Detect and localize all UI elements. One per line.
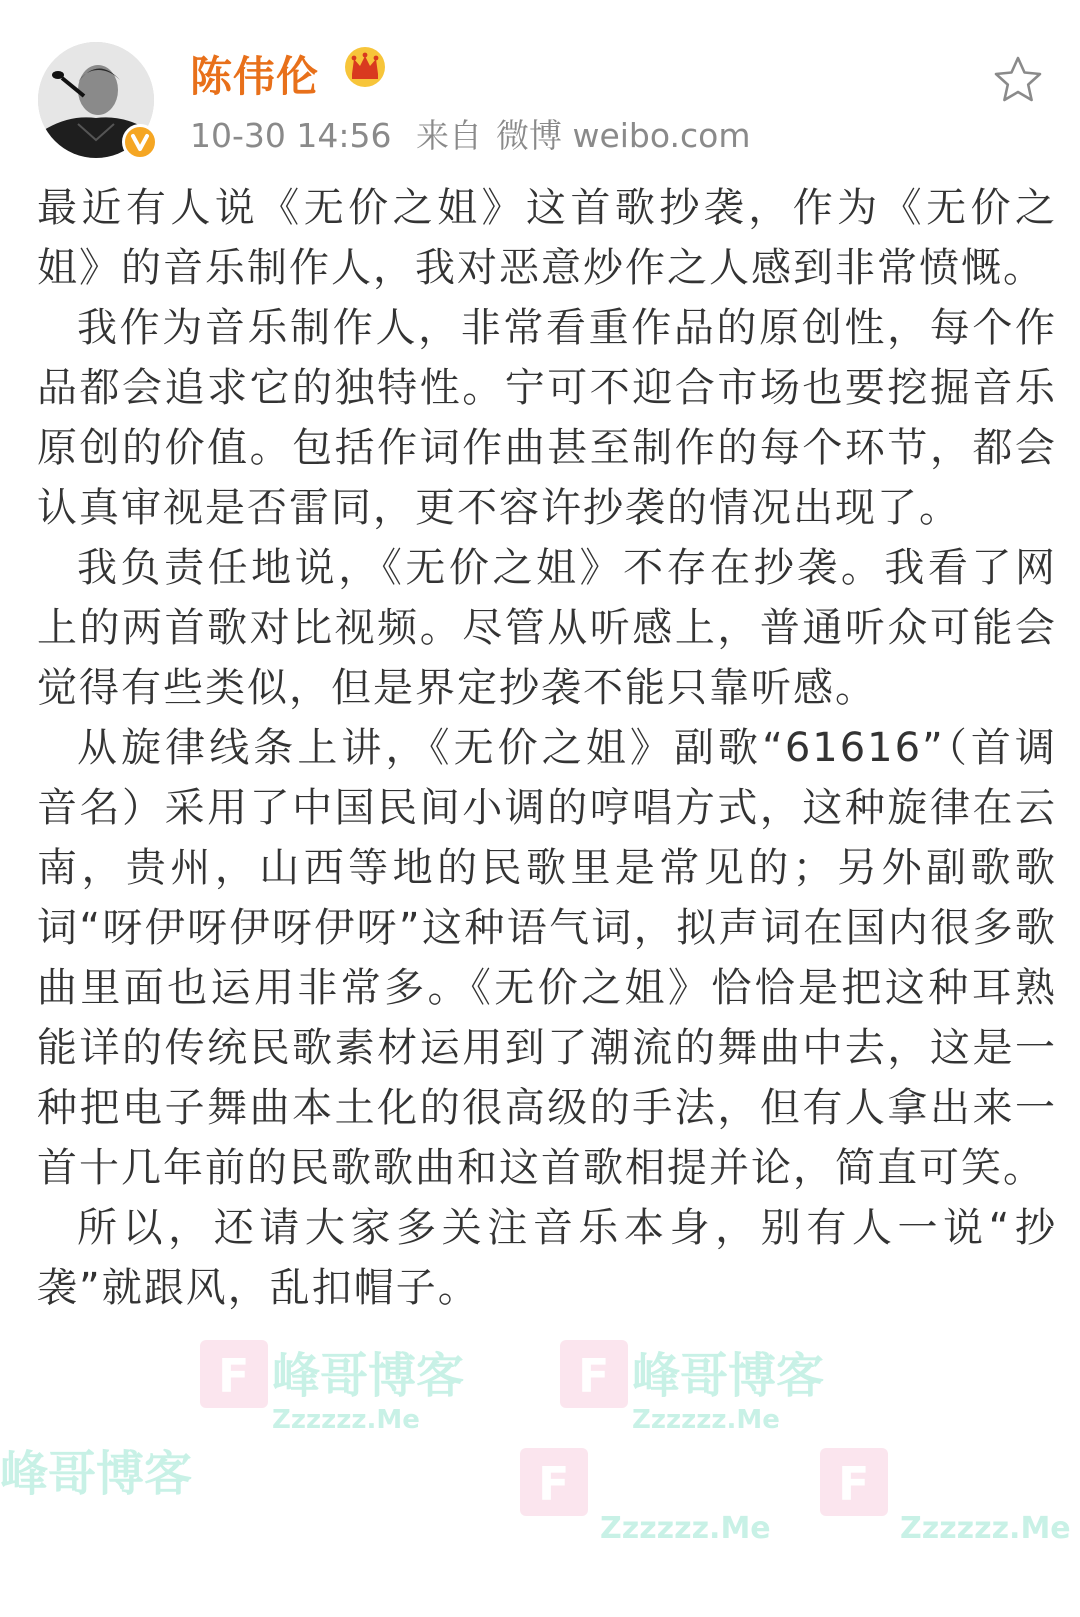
watermark-text: 峰哥博客 bbox=[0, 1446, 193, 1502]
source-prefix: 来自 bbox=[415, 116, 482, 155]
post-meta bbox=[190, 110, 764, 157]
post-timestamp: 10-30 14:56 bbox=[190, 116, 392, 155]
post-body bbox=[37, 178, 1057, 1318]
watermark-letter: F bbox=[838, 1457, 870, 1511]
post-paragraph: 我负责任地说，《无价之姐》不存在抄袭。我看了网上的两首歌对比视频。尽管从听感上，普通听众可能会觉得有些类似，但是界定抄袭不能只靠听感。 bbox=[37, 545, 1057, 711]
watermark-url: Zzzzzz.Me bbox=[600, 1511, 771, 1546]
post-paragraph: 我作为音乐制作人，非常看重作品的原创性，每个作品都会追求它的独特性。宁可不迎合市场也要挖掘音乐原创的价值。包括作词作曲甚至制作的每个环节，都会认真审视是否雷同，更不容许抄袭的情况出现了。 bbox=[37, 305, 1057, 531]
favorite-button[interactable] bbox=[992, 54, 1044, 106]
author-name[interactable]: 陈伟伦 bbox=[190, 52, 320, 101]
post-paragraph: 从旋律线条上讲，《无价之姐》副歌“61616”（首调音名）采用了中国民间小调的哼唱方式，这种旋律在云南，贵州，山西等地的民歌里是常见的；另外副歌歌词“呀伊呀伊呀伊呀”这种语气词，拟声词在国内很多歌曲里面也运用非常多。《无价之姐》恰恰是把这种耳熟能详的传统民歌素材运用到了潮流的舞曲中去，这是一种把电子舞曲本土化的很高级的手法，但有人拿出来一首十几年前的民歌歌曲和这首歌相提并论，简直可笑。 bbox=[37, 725, 1057, 1191]
watermark-url: Zzzzzz.Me bbox=[632, 1405, 780, 1435]
crown-icon[interactable] bbox=[342, 44, 388, 90]
watermark-text: 峰哥博客 bbox=[272, 1348, 465, 1404]
watermark bbox=[0, 1330, 1080, 1560]
post-source[interactable]: 微博 weibo.com bbox=[495, 116, 751, 155]
post-paragraph: 所以，还请大家多关注音乐本身，别有人一说“抄袭”就跟风，乱扣帽子。 bbox=[37, 1205, 1057, 1311]
watermark-url: Zzzzzz.Me bbox=[900, 1511, 1071, 1546]
verified-v-icon bbox=[122, 124, 158, 160]
watermark-letter: F bbox=[578, 1349, 610, 1403]
avatar[interactable] bbox=[38, 42, 154, 158]
watermark-letter: F bbox=[538, 1457, 570, 1511]
post-header bbox=[0, 0, 1080, 175]
star-icon bbox=[992, 54, 1044, 106]
watermark-url: Zzzzzz.Me bbox=[272, 1405, 420, 1435]
watermark-text: 峰哥博客 bbox=[632, 1348, 825, 1404]
post-paragraph: 最近有人说《无价之姐》这首歌抄袭，作为《无价之姐》的音乐制作人，我对恶意炒作之人感到非常愤慨。 bbox=[37, 185, 1057, 291]
watermark-letter: F bbox=[218, 1349, 250, 1403]
